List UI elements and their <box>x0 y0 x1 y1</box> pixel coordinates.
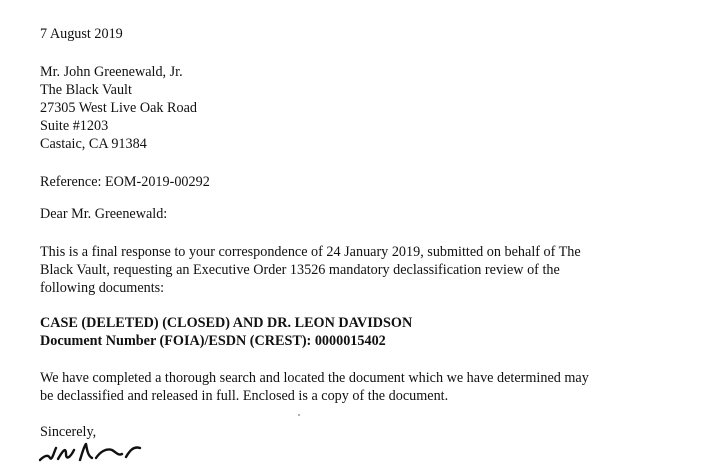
letter-date: 7 August 2019 <box>40 26 123 42</box>
paragraph2-line2: be declassified and released in full. Enclosed is a copy of the document. <box>40 388 449 404</box>
paragraph1-line3: following documents: <box>40 280 165 296</box>
scan-speck <box>298 414 300 416</box>
document-number: Document Number (FOIA)/ESDN (CREST): 0000015402 <box>40 333 386 349</box>
recipient-city-state-zip: Castaic, CA 91384 <box>40 136 147 152</box>
salutation: Dear Mr. Greenewald: <box>40 206 168 222</box>
reference-line: Reference: EOM-2019-00292 <box>40 174 210 190</box>
closing: Sincerely, <box>40 424 97 440</box>
paragraph2-line1: We have completed a thorough search and located the document which we have determined may <box>40 370 589 386</box>
recipient-street: 27305 West Live Oak Road <box>40 100 197 116</box>
paragraph1-line1: This is a final response to your correspondence of 24 January 2019, submitted on behalf of The <box>40 244 581 260</box>
recipient-name: Mr. John Greenewald, Jr. <box>40 64 183 80</box>
paragraph1-line2: Black Vault, requesting an Executive Order 13526 mandatory declassification review of the <box>40 262 560 278</box>
recipient-organization: The Black Vault <box>40 82 132 98</box>
document-title: CASE (DELETED) (CLOSED) AND DR. LEON DAVIDSON <box>40 315 413 331</box>
recipient-suite: Suite #1203 <box>40 118 109 134</box>
